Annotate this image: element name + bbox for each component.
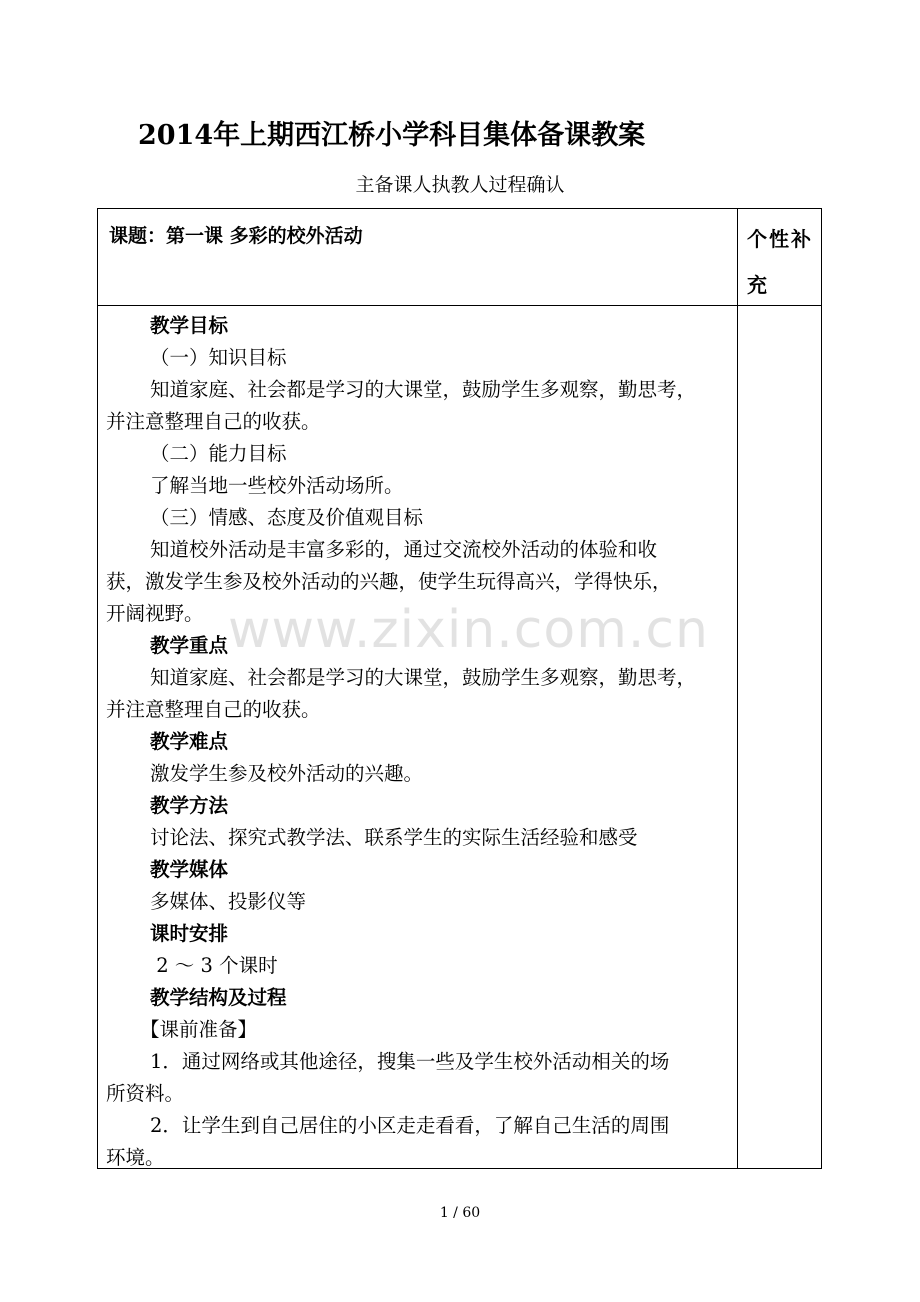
row-divider: [98, 305, 821, 306]
subheading-preparation: 【课前准备】: [140, 1018, 258, 1041]
side-header-line1: 个性补: [747, 227, 813, 251]
paragraph-line: 并注意整理自己的收获。: [106, 410, 321, 433]
subheading-emotion: （三）情感、态度及价值观目标: [150, 506, 424, 529]
paragraph-line: 讨论法、探究式教学法、联系学生的实际生活经验和感受: [150, 826, 638, 849]
heading-key-points: 教学重点: [150, 634, 229, 657]
heading-schedule: 课时安排: [150, 922, 229, 945]
paragraph-line: 获，激发学生参及校外活动的兴趣，使学生玩得高兴，学得快乐，: [106, 570, 672, 593]
paragraph-line: 环境。: [106, 1146, 165, 1169]
heading-difficulties: 教学难点: [150, 730, 229, 753]
page-number: 1 / 60: [439, 1205, 481, 1221]
paragraph-line: 多媒体、投影仪等: [150, 890, 307, 913]
heading-media: 教学媒体: [150, 858, 229, 881]
heading-methods: 教学方法: [150, 794, 229, 817]
lesson-content: [106, 310, 730, 1174]
paragraph-line: 所资料。: [106, 1082, 185, 1105]
paragraph-line: 知道家庭、社会都是学习的大课堂，鼓励学生多观察，勤思考，: [150, 666, 697, 689]
paragraph-line: 了解当地一些校外活动场所。: [150, 474, 404, 497]
column-divider: [737, 209, 738, 1168]
paragraph-line: 1．通过网络或其他途径，搜集一些及学生校外活动相关的场: [150, 1050, 670, 1073]
personal-supplement-header: [747, 221, 817, 303]
paragraph-line: 激发学生参及校外活动的兴趣。: [150, 762, 424, 785]
paragraph-line: 知道家庭、社会都是学习的大课堂，鼓励学生多观察，勤思考，: [150, 378, 697, 401]
document-title: 2014年上期西江桥小学科目集体备课教案: [138, 120, 646, 151]
watermark: www.zixin.com.cn: [228, 600, 709, 660]
lesson-topic: 课题：第一课 多彩的校外活动: [109, 225, 363, 247]
paragraph-line: 开阔视野。: [106, 602, 204, 625]
subheading-knowledge: （一）知识目标: [150, 346, 287, 369]
side-header-line2: 充: [747, 273, 769, 297]
heading-structure: 教学结构及过程: [150, 986, 287, 1009]
subheading-ability: （二）能力目标: [150, 442, 287, 465]
heading-teaching-goals: 教学目标: [150, 314, 229, 337]
document-subtitle: 主备课人执教人过程确认: [355, 174, 565, 196]
lesson-plan-table: [97, 208, 822, 1169]
paragraph-line: 知道校外活动是丰富多彩的，通过交流校外活动的体验和收: [150, 538, 658, 561]
paragraph-line: 2．让学生到自己居住的小区走走看看，了解自己生活的周围: [150, 1114, 670, 1137]
paragraph-line: 并注意整理自己的收获。: [106, 698, 321, 721]
paragraph-line: 2 ～ 3 个课时: [150, 954, 278, 977]
